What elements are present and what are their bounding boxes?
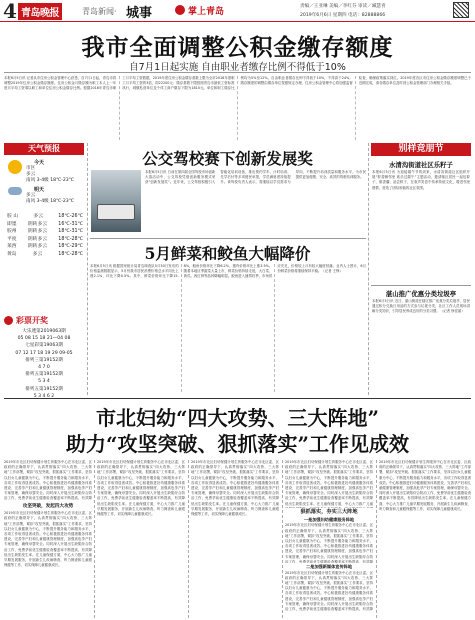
lottery-line: 4 7 0 [38, 365, 50, 371]
weather-district-row: 即墨 阴转多云 16℃-31℃ [7, 221, 83, 227]
lead-subtitle: 自7月1日起实施 自由职业者缴存比例不得低于10% [129, 62, 346, 73]
weather-district-row: 莱西 阴转多云 18℃-29℃ [7, 244, 83, 250]
weather-sun-icon [8, 160, 22, 174]
lottery-line: 排列五第19152期 [25, 372, 63, 378]
column-divider [376, 460, 377, 618]
lottery-title: 彩票开奖 [16, 315, 48, 325]
sidebar-story2-body: 本报6月5日讯 近日，湛山街道在辖区推广优惠分类垃圾亭，居民通过积分兑换日用品的方式参与垃圾分类，社区工作人员现场讲解分类知识，引导居民养成良好的分类习惯。（记者 徐佳丽） [372, 299, 470, 314]
lottery-line: 5 3 4 6 2 [33, 393, 55, 399]
main-story-col3: 2019年市北区妇幼保健计划生育服务中心在市北区委、区政府的正确领导下，认真贯彻落实“四大攻势、三大阵地”工作部署，紧扣“攻坚突破、狠抓落实”工作要求，坚持以妇女儿童健康为中心，不断提升服务能力和服务水平，各项工作取得显著成效。中心积极推进妇幼健康服务体系建设，完善孕产妇和儿童健康管理制度，加强高危孕产妇专案管理，确保母婴安全。同时深入开展出生缺陷综合防治工作，免费孕前优生健康检查覆盖率不断提高，有效降低出生缺陷发生率。在儿童保健方面，中心大力推广儿童早期发展服务，开展新生儿疾病筛查、听力筛查和儿童眼保健等工作，切实保障儿童健康成长。 [191, 460, 279, 517]
section-title: 城事 [126, 6, 153, 21]
weather-box [4, 143, 84, 311]
bus-story-photo [91, 170, 141, 232]
sidebar-story1-title: 水清沟街道社区乐籽子 [389, 161, 453, 169]
price-story-title: 5月鲜菜和鲛鱼大幅降价 [144, 244, 311, 263]
bus-story-title: 公交驾校赛下创新发展奖 [142, 149, 313, 168]
weather-tomorrow-wind: 南风 3-4级 18℃-23℃ [26, 199, 74, 205]
lead-body: 本报6月5日讯 记者从市住房公积金管理中心获悉，自7月1日起，青岛市将调整2019年住房公积金缴存额度。住房公积金月缴存额为职工本人上一年度月平均工资乘以职工和单位住房公积金缴存比例。根据2018年青岛市职工月平均工资数据，2019年度住房公积金缴存基数上限为全市2018年度职工月平均工资的3倍，即22200元；缴存基数下限按照青岛市最低工资标准执行，城镇私营单位及个体工商户缴存下限为1810元。单位和职工缴存比例均为5%至12%。自由职业者缴存比例不得低于10%，不得高于24%。缴存额度的调整由缴存单位按照规定办理，住房公积金管理中心将加强监督检查，确保政策落实到位。2019年度各区市住房公积金缴存额度调整已于近期完成，请各缴存单位及时到公积金管理部门办理相关手续。 [4, 76, 471, 91]
main-story-title-line1: 市北妇幼“四大攻势、三大阵地” [95, 406, 379, 430]
editor-line: 责编／王亚琳 美编／李红芬 审读／臧慧青 [300, 4, 386, 9]
app-name: 掌上青岛 [188, 7, 225, 17]
lottery-line: 05 08 15 18 21—04 08 [17, 336, 71, 342]
weather-today-sky: 多云 [26, 172, 36, 178]
brand-logo: 青岛晚报 [18, 3, 62, 20]
sidebar-story2-title: 湛山推广优惠分类垃圾亭 [385, 290, 457, 298]
lottery-line: 排列五第19152期 [25, 386, 63, 392]
app-icon [175, 5, 185, 15]
weather-title: 天气预报 [4, 143, 84, 155]
weather-district-row: 黄岛 多云 18℃-28℃ [7, 251, 83, 257]
section-sub: 青岛新闻· [82, 7, 117, 16]
weather-tomorrow-label: 明天 [34, 187, 45, 193]
lottery-line: 大乐透第2019063期 [22, 329, 66, 334]
lottery-line: 5 3 4 [38, 379, 50, 385]
price-story-body: 本报6月5日讯 根据国家统计局青岛调查队5月30日发布的价格监测数据显示，5月份我市居民消费价格总水平同比上涨2.1%，环比下降0.5%。其中，鲜菜价格环比下降15.8%，鲛鱼价格环比下降6.2%，猪肉价格环比上涨3.5%。随着本地应季蔬菜大量上市，鲜菜价格持续走低，大白菜、黄瓜、西红柿等品种降幅明显。鲛鱼进入捕捞旺季，市场供应充足，价格较上月有较大幅度回落。业内人士预计，6月份鲜菜价格将继续保持平稳。（记者 王锋） [90, 264, 366, 279]
page-header [0, 0, 475, 22]
lead-divider [4, 72, 471, 73]
main-story-heading: 二是加强新媒体宣传阵地 [305, 564, 353, 570]
main-story-col1: 2019年市北区妇幼保健计划生育服务中心在市北区委、区政府的正确领导下，认真贯彻落实“四大攻势、三大阵地”工作部署，紧扣“攻坚突破、狠抓落实”工作要求，坚持以妇女儿童健康为中心，不断提升服务能力和服务水平，各项工作取得显著成效。中心积极推进妇幼健康服务体系建设，完善孕产妇和儿童健康管理制度，加强高危孕产妇专案管理，确保母婴安全。同时深入开展出生缺陷综合防治工作，免费孕前优生健康检查覆盖率不断提高，有效降 攻坚突破，发起四大攻势 2019年市北区妇幼保健计划生育服务中心在市北区委、区政府的正确领导下，认真贯彻落实“四大攻势、三大阵地”工作部署，紧扣“攻坚突破、狠抓落实”工作要求，坚持以妇女儿童健康为中心，不断提升服务能力和服务水平，各项工作取得显著成效。中心积极推进妇幼健康服务体系建设，完善孕产妇和儿童健康管理制度，加强高危孕产妇专案管理，确保母婴安全。同时深入开展出生缺陷综合防治工作，免费孕前优生健康检查覆盖率不断提高，有效降低出生缺陷发生率。在儿童保健方面，中心大力推广儿童早期发展服务，开展新生儿疾病筛查、听力筛查和儿童眼保健等工作，切实保障儿童健康成长。 [4, 460, 92, 568]
page-number: 4 [3, 0, 17, 23]
main-story-col2: 2019年市北区妇幼保健计划生育服务中心在市北区委、区政府的正确领导下，认真贯彻落实“四大攻势、三大阵地”工作部署，紧扣“攻坚突破、狠抓落实”工作要求，坚持以妇女儿童健康为中心，不断提升服务能力和服务水平，各项工作取得显著成效。中心积极推进妇幼健康服务体系建设，完善孕产妇和儿童健康管理制度，加强高危孕产妇专案管理，确保母婴安全。同时深入开展出生缺陷综合防治工作，免费孕前优生健康检查覆盖率不断提高，有效降低出生缺陷发生率。在儿童保健方面，中心大力推广儿童早期发展服务，开展新生儿疾病筛查、听力筛查和儿童眼保健等工作，切实保障儿童健康成长。 [97, 460, 185, 517]
lottery-line: 07 12 17 18 19 29 09-05 [15, 350, 73, 356]
main-story-heading: 攻坚突破，发起四大攻势 [22, 504, 74, 509]
lottery-draw-results [4, 328, 84, 400]
lottery-line: 七星彩第19063期 [25, 343, 63, 349]
column-divider [94, 460, 95, 618]
qr-code-icon [453, 2, 469, 18]
weather-today-label: 今天 [34, 160, 45, 166]
sidebar-story1-body: 本报6月5日讯 为迎接端午节的到来，水清沟街道社区组织开展“粽香飘邻里 欢乐过端午”主题活动，邀请辖区居民一起包粽子、做香囊、品尝粽子，在欢声笑语中传承传统文化，增进邻里感情，营造了团结和谐的社区氛围。 [372, 170, 470, 190]
weather-district-list [7, 213, 83, 259]
sidebar-box [371, 143, 471, 393]
sidebar-divider [371, 285, 471, 286]
section-divider [4, 398, 471, 399]
lottery-box [4, 314, 84, 399]
bus-story-body: 本报6月5日讯 日前在第四届全国驾校市场创新大赛活动中，公交驾校凭借创新服务模式荣获“创新发展奖”。近年来，公交驾校积极引入智能化培训设备，推出预约学车、计时培训、先学后付等多项便民举措，学员满意度持续提升。该驾校负责人表示，将继续以学员需求为导向，不断提升培训质量和服务水平，为市民提供更加便捷、安全、高效的驾驶培训服务。 [145, 170, 366, 185]
weather-cloud-icon [8, 187, 22, 195]
main-story-heading: 狠抓落实，夯实三大阵地 [300, 509, 358, 515]
sidebar-banner: 别样竞朋节 [371, 143, 471, 156]
date-line: 2019年6月6日 星期四 电话：82888866 [300, 13, 386, 18]
weather-tomorrow-sky: 多云 [26, 193, 36, 198]
weather-district-row: 平度 阴转多云 18℃-28℃ [7, 236, 83, 242]
lead-title: 我市全面调整公积金缴存额度 [81, 34, 394, 61]
column-divider [282, 460, 283, 618]
column-divider [87, 143, 88, 395]
lottery-ball-icon [4, 316, 13, 325]
weather-today-area: 市区 [26, 166, 36, 171]
bus-photo-vehicle [97, 204, 135, 220]
main-story-heading: 一是加强妇幼健康服务阵地 [303, 517, 355, 523]
lottery-line: 排列三第19152期 [25, 357, 63, 363]
column-divider [188, 460, 189, 618]
main-story-col5: 2019年市北区妇幼保健计划生育服务中心在市北区委、区政府的正确领导下，认真贯彻落实“四大攻势、三大阵地”工作部署，紧扣“攻坚突破、狠抓落实”工作要求，坚持以妇女儿童健康为中心，不断提升服务能力和服务水平，各项工作取得显著成效。中心积极推进妇幼健康服务体系建设，完善孕产妇和儿童健康管理制度，加强高危孕产妇专案管理，确保母婴安全。同时深入开展出生缺陷综合防治工作，免费孕前优生健康检查覆盖率不断提高，有效降低出生缺陷发生率。在儿童保健方面，中心大力推广儿童早期发展服务，开展新生儿疾病筛查、听力筛查和儿童眼保健等工作，切实保障儿童健康成长。 [379, 460, 471, 511]
weather-district-row: 胶 山 多云 18℃-26℃ [7, 214, 83, 219]
weather-today-wind: 南风 3-4级 18℃-23℃ [26, 178, 74, 184]
weather-district-row: 胶州 阴转多云 18℃-31℃ [7, 229, 83, 235]
column-divider [368, 143, 369, 395]
main-story-col4: 2019年市北区妇幼保健计划生育服务中心在市北区委、区政府的正确领导下，认真贯彻落实“四大攻势、三大阵地”工作部署，紧扣“攻坚突破、狠抓落实”工作要求，坚持以妇女儿童健康为中心，不断提升服务能力和服务水平，各项工作取得显著成效。中心积极推进妇幼健康服务体系建设，完善孕产妇和儿童健康管理制度，加强高危孕产妇专案管理，确保母婴安全。同时深入开展出生缺陷综合防治工作，免费孕前优生健康检查覆盖率不断提高，有效降低出生缺陷发生率。在儿童保健方面，中心大力推广儿童 狠抓落实，夯实三大阵地 一是加强妇幼健康服务阵地 2019年市北区妇幼保健计划生育服务中心在市北区委、区政府的正确领导下，认真贯彻落实“四大攻势、三大阵地”工作部署，紧扣“攻坚突破、狠抓落实”工作要求，坚持以妇女儿童健康为中心，不断提升服务能力和服务水平，各项工作取得显著成效。中心积极推进妇幼健康服务体系建设，完善孕产妇和儿童健康管理制度，加强高危孕产妇专案管理，确保母婴安全。同时深入开展出生缺陷综合防治工作，免费孕前优生健康检查覆盖率不断提高，有效降 二是加强新媒体宣传阵地 2019年市北区妇幼保健计划生育服务中心在市北区委、区政府的正确领导下，认真贯彻落实“四大攻势、三大阵地”工作部署，紧扣“攻坚突破、狠抓落实”工作要求，坚持以妇女儿童健康为中心，不断提升服务能力和服务水平，各项工作取得显著成效。中心积极推进妇幼健康服务体系建设，完善孕产妇和儿童健康管理制度，加强高危孕产妇专案管理，确保母婴安全。同时深入开展出生缺陷综合防治工作，免费孕前优生健康检查覆盖率不断提高，有效降 [285, 460, 373, 611]
main-story-title-line2: 助力“攻坚突破、狠抓落实”工作见成效 [65, 432, 409, 456]
section-divider [90, 238, 366, 239]
